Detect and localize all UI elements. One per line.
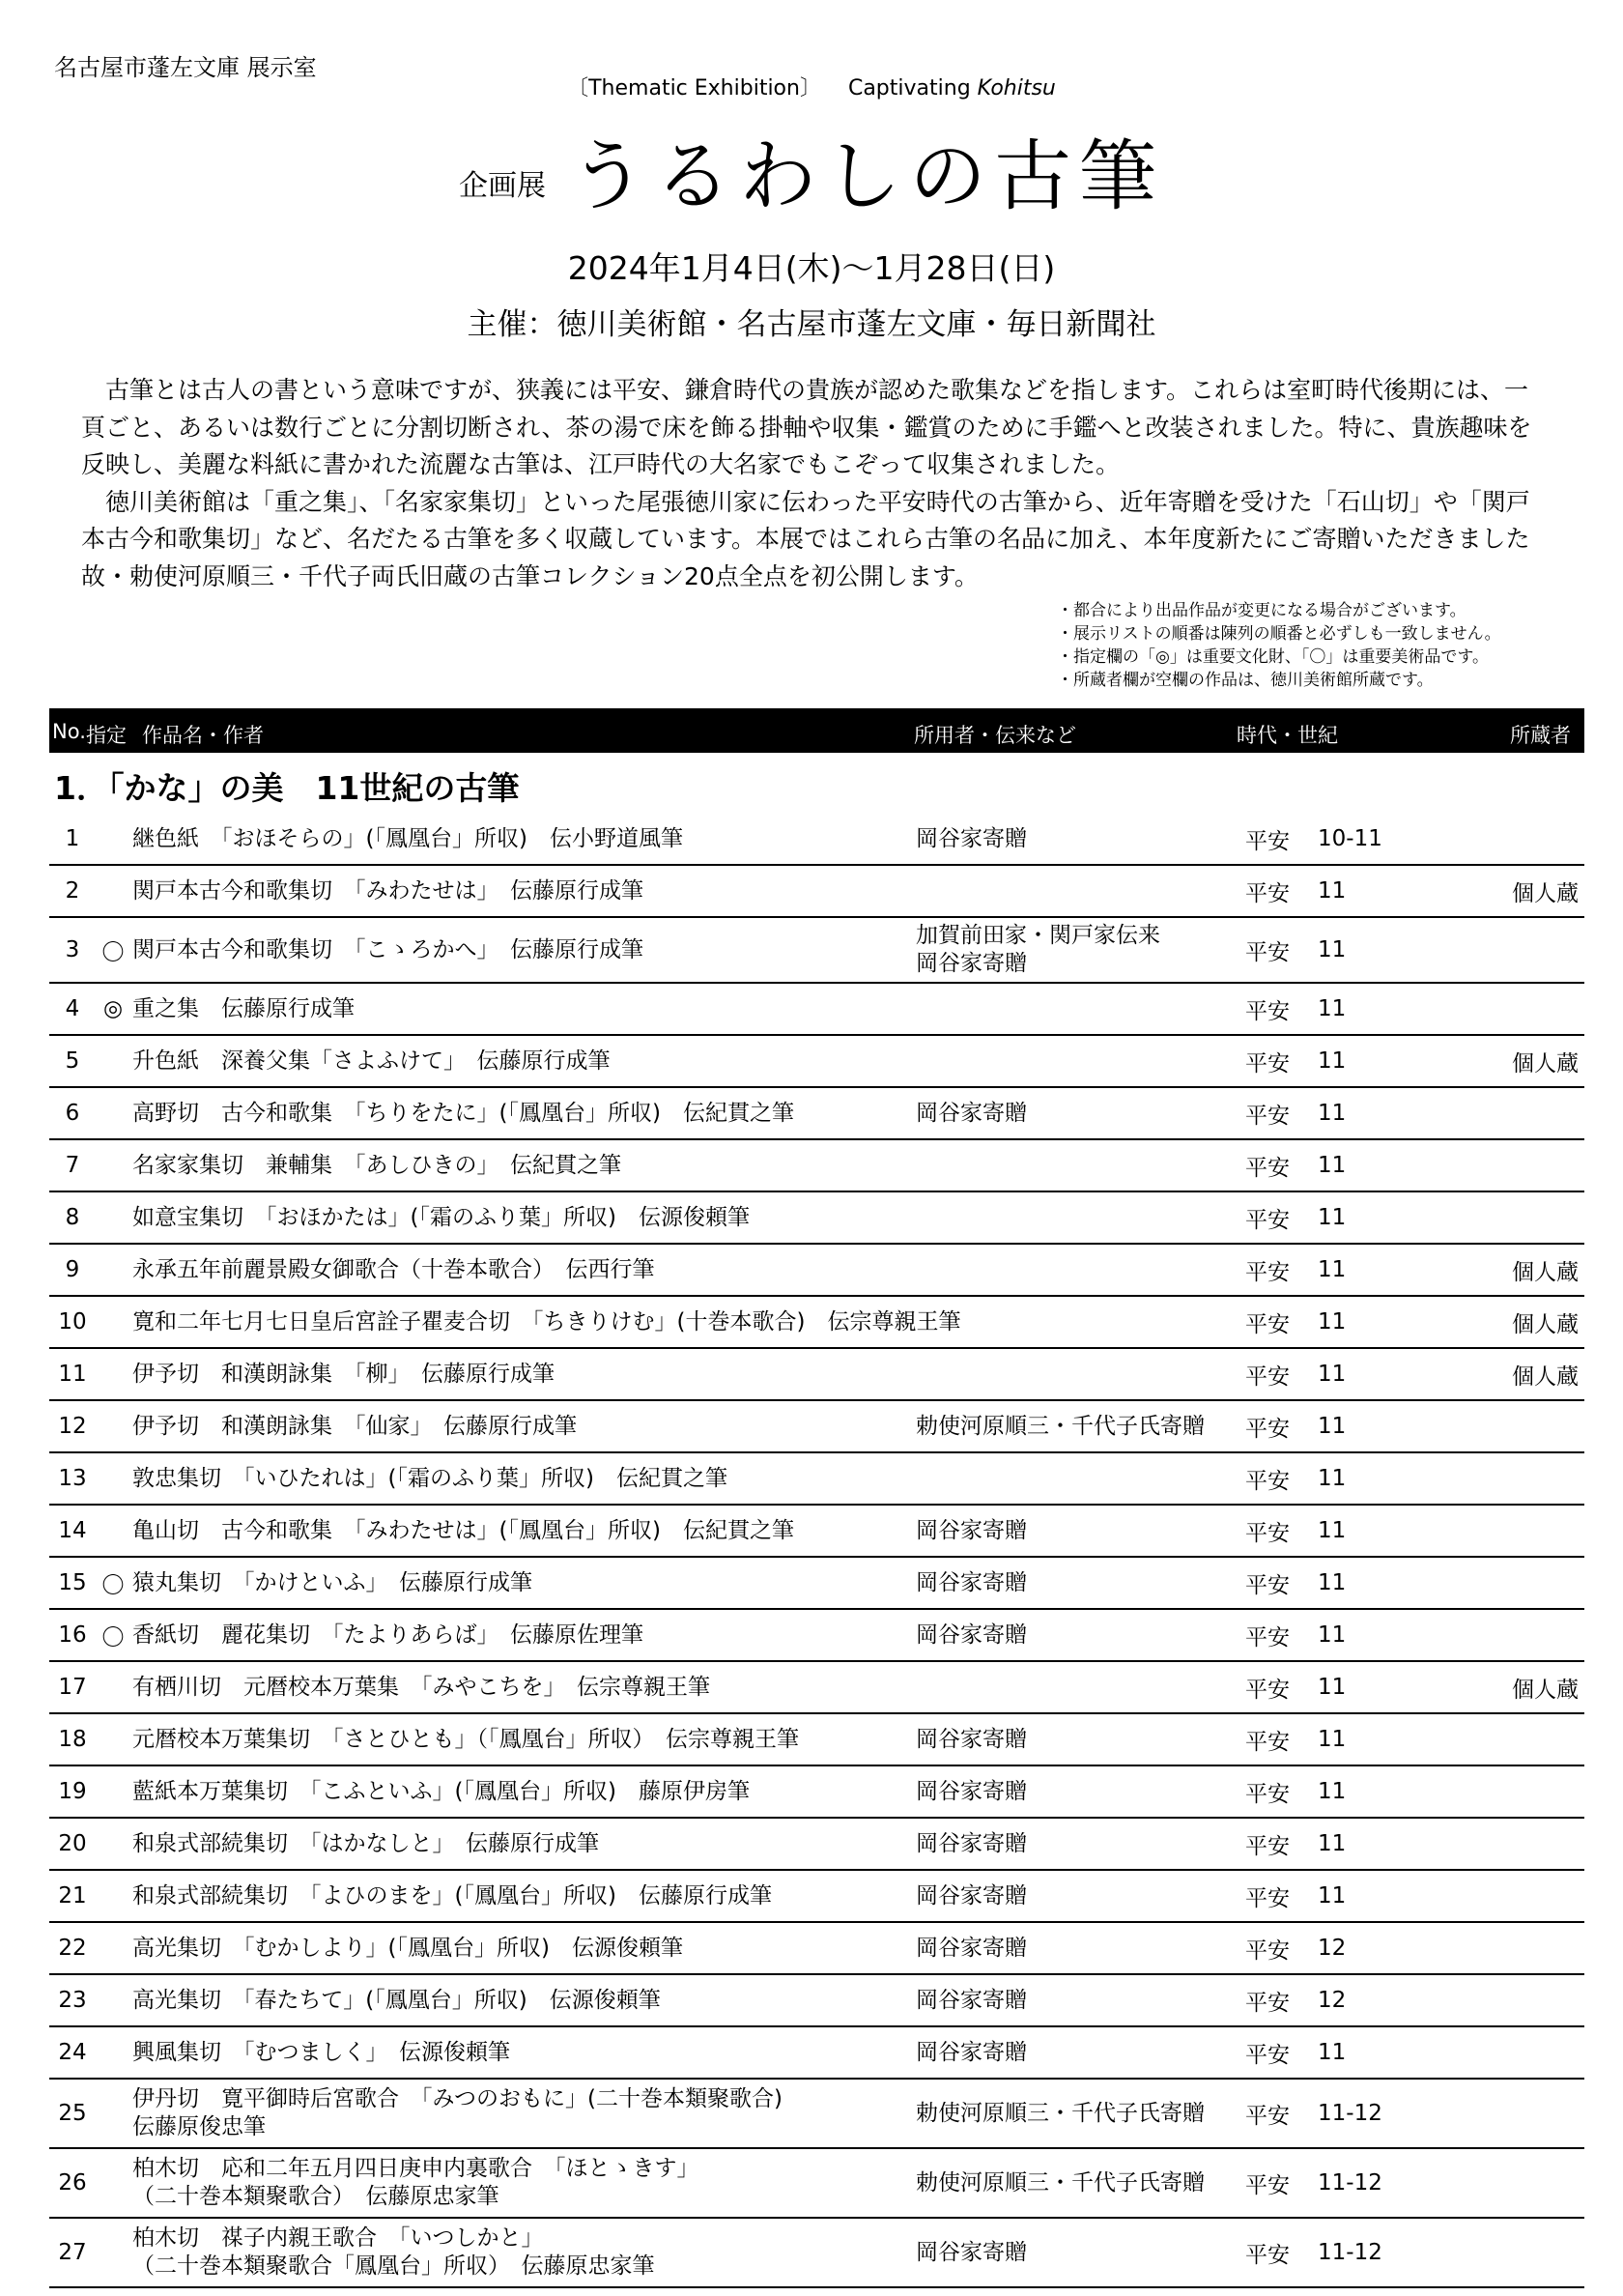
table-row [49, 1036, 1584, 1088]
owner: 個人蔵 [1512, 880, 1579, 906]
era: 平安 [1245, 1990, 1290, 2016]
row-number: 27 [58, 2240, 87, 2265]
century: 11 [1318, 1362, 1347, 1387]
table-row [49, 1819, 1584, 1871]
row-number: 26 [58, 2170, 87, 2196]
artwork-title: 藍紙本万葉集切 「こふといふ」(「鳳凰台」所収) 藤原伊房筆 [132, 1778, 750, 1804]
era: 平安 [1245, 828, 1290, 854]
exhibit-table [49, 814, 1584, 2288]
row-number: 18 [58, 1727, 87, 1752]
row-number: 12 [58, 1414, 87, 1439]
provenance: 岡谷家寄贈 [916, 1517, 1027, 1543]
provenance: 岡谷家寄贈 [916, 1569, 1027, 1595]
header-provenance: 所用者・伝来など [914, 724, 1076, 747]
century: 11-12 [1318, 2170, 1382, 2196]
row-number: 25 [58, 2101, 87, 2126]
era: 平安 [1245, 1833, 1290, 1859]
header-designation: 指定 [86, 724, 127, 747]
century: 12 [1318, 1936, 1347, 1961]
era: 平安 [1245, 1520, 1290, 1546]
table-row [49, 1662, 1584, 1714]
owner [1463, 2149, 1579, 2217]
provenance: 岡谷家寄贈 [916, 1100, 1027, 1126]
table-row [49, 918, 1584, 984]
provenance [916, 1453, 1235, 1504]
designation-mark [94, 1453, 132, 1504]
table-row [49, 1349, 1584, 1401]
provenance: 岡谷家寄贈 [916, 1778, 1027, 1804]
exhibition-dates: 2024年1月4日(木)～1月28日(日) [567, 249, 1056, 287]
era: 平安 [1245, 1103, 1290, 1129]
provenance: 岡谷家寄贈 [916, 1726, 1027, 1752]
provenance: 岡谷家寄贈 [916, 2239, 1027, 2265]
owner: 個人蔵 [1512, 1050, 1579, 1076]
provenance [916, 1036, 1235, 1086]
era: 平安 [1245, 880, 1290, 906]
designation-mark [94, 1192, 132, 1243]
designation-mark [94, 1871, 132, 1921]
designation-mark [94, 1714, 132, 1765]
owner [1463, 1766, 1579, 1817]
century: 11 [1318, 1831, 1347, 1856]
subtitle-bracket: 〔Thematic Exhibition〕 [567, 76, 821, 100]
designation-mark [94, 1975, 132, 2025]
row-number: 20 [58, 1831, 87, 1856]
row-number: 9 [65, 1257, 80, 1282]
century: 11 [1318, 996, 1347, 1021]
row-number: 15 [58, 1570, 87, 1595]
table-row [49, 866, 1584, 918]
era: 平安 [1245, 2242, 1290, 2268]
artwork-title: 如意宝集切 「おほかたは」(「霜のふり葉」所収) 伝源俊頼筆 [132, 1204, 750, 1230]
designation-mark [94, 1766, 132, 1817]
subtitle-text: Captivating [847, 76, 971, 100]
artwork-title: 敦忠集切 「いひたれは」(「霜のふり葉」所収) 伝紀貫之筆 [132, 1465, 727, 1491]
artwork-title: 伊予切 和漢朗詠集 「柳」 伝藤原行成筆 [132, 1361, 555, 1387]
century: 11 [1318, 1883, 1347, 1909]
century: 11 [1318, 1205, 1347, 1230]
table-row [49, 1923, 1584, 1975]
owner [1463, 1975, 1579, 2025]
artwork-title: 伊丹切 寛平御時后宮歌合 「みつのおもに」(二十巻本類聚歌合) 伝藤原俊忠筆 [132, 2086, 783, 2139]
row-number: 21 [58, 1883, 87, 1909]
era: 平安 [1245, 1729, 1290, 1755]
designation-mark [94, 1088, 132, 1138]
title-prefix: 企画展 [459, 169, 546, 203]
section-heading: 1．「かな」の美 11世紀の古筆 [54, 769, 520, 807]
century: 11 [1318, 1518, 1347, 1543]
designation-mark [94, 1401, 132, 1451]
owner [1463, 1506, 1579, 1556]
row-number: 19 [58, 1779, 87, 1804]
century: 11 [1318, 1153, 1347, 1178]
artwork-title: 柏木切 禖子内親王歌合 「いつしかと」 （二十巻本類聚歌合「鳳凰台」所収） 伝藤原忠家筆 [132, 2225, 655, 2279]
era: 平安 [1245, 1155, 1290, 1181]
provenance [916, 1297, 1235, 1347]
era: 平安 [1245, 1259, 1290, 1285]
designation-mark: 〇 [101, 1624, 125, 1650]
row-number: 2 [65, 878, 80, 904]
artwork-title: 亀山切 古今和歌集 「みわたせは」(「鳳凰台」所収) 伝紀貫之筆 [132, 1517, 794, 1543]
designation-mark [94, 1297, 132, 1347]
artwork-title: 香紙切 麗花集切 「たよりあらば」 伝藤原佐理筆 [132, 1622, 643, 1648]
artwork-title: 関戸本古今和歌集切 「みわたせは」 伝藤原行成筆 [132, 877, 643, 904]
header-owner: 所蔵者 [1510, 724, 1571, 747]
row-number: 6 [65, 1101, 80, 1126]
owner [1463, 1558, 1579, 1608]
century: 11 [1318, 1048, 1347, 1074]
designation-mark [94, 866, 132, 916]
row-number: 16 [58, 1622, 87, 1648]
era: 平安 [1245, 998, 1290, 1024]
century: 11 [1318, 1309, 1347, 1335]
designation-mark [94, 1245, 132, 1295]
designation-mark [94, 1662, 132, 1712]
designation-mark [94, 1506, 132, 1556]
provenance: 勅使河原順三・千代子氏寄贈 [916, 2100, 1205, 2126]
provenance: 岡谷家寄贈 [916, 1987, 1027, 2013]
era: 平安 [1245, 1416, 1290, 1442]
century: 11 [1318, 1675, 1347, 1700]
table-row [49, 1871, 1584, 1923]
designation-mark [94, 1036, 132, 1086]
table-header [49, 708, 1584, 753]
century: 11 [1318, 1101, 1347, 1126]
designation-mark [94, 2219, 132, 2286]
artwork-title: 高光集切 「むかしより」(「鳳凰台」所収) 伝源俊頼筆 [132, 1935, 683, 1961]
table-row [49, 1088, 1584, 1140]
table-row [49, 2027, 1584, 2080]
provenance: 岡谷家寄贈 [916, 1622, 1027, 1648]
owner: 個人蔵 [1512, 1311, 1579, 1337]
table-row [49, 1766, 1584, 1819]
table-row [49, 1453, 1584, 1506]
designation-mark [94, 1819, 132, 1869]
designation-mark: 〇 [101, 939, 125, 965]
century: 11 [1318, 937, 1347, 962]
venue-label: 名古屋市蓬左文庫 展示室 [54, 54, 317, 81]
era: 平安 [1245, 939, 1290, 965]
owner: 個人蔵 [1512, 1259, 1579, 1285]
table-row [49, 1506, 1584, 1558]
provenance [916, 1140, 1235, 1191]
artwork-title: 升色紙 深養父集「さよふけて」 伝藤原行成筆 [132, 1048, 611, 1074]
organizers: 主催：徳川美術館・名古屋市蓬左文庫・毎日新聞社 [467, 307, 1156, 342]
owner [1463, 1819, 1579, 1869]
century: 12 [1318, 1988, 1347, 2013]
designation-mark [94, 814, 132, 864]
row-number: 14 [58, 1518, 87, 1543]
provenance: 勅使河原順三・千代子氏寄贈 [916, 2169, 1205, 2196]
artwork-title: 寛和二年七月七日皇后宮詮子瞿麦合切 「ちきりけむ」(十巻本歌合) 伝宗尊親王筆 [132, 1308, 961, 1335]
row-number: 5 [65, 1048, 80, 1074]
provenance: 岡谷家寄贈 [916, 1882, 1027, 1909]
century: 11 [1318, 1622, 1347, 1648]
era: 平安 [1245, 1781, 1290, 1807]
intro-text [81, 372, 1540, 595]
provenance: 岡谷家寄贈 [916, 2039, 1027, 2065]
artwork-title: 名家家集切 兼輔集 「あしひきの」 伝紀貫之筆 [132, 1152, 621, 1178]
owner [1463, 1923, 1579, 1973]
artwork-title: 継色紙 「おほそらの」(「鳳凰台」所収) 伝小野道風筆 [132, 825, 683, 851]
artwork-title: 猿丸集切 「かけといふ」 伝藤原行成筆 [132, 1569, 532, 1595]
artwork-title: 有栖川切 元暦校本万葉集 「みやこちを」 伝宗尊親王筆 [132, 1674, 710, 1700]
century: 11 [1318, 878, 1347, 904]
designation-mark [94, 2149, 132, 2217]
era: 平安 [1245, 2042, 1290, 2068]
artwork-title: 和泉式部続集切 「よひのまを」(「鳳凰台」所収) 伝藤原行成筆 [132, 1882, 772, 1909]
provenance [916, 1349, 1235, 1399]
century: 11 [1318, 2040, 1347, 2065]
owner [1463, 2219, 1579, 2286]
table-row [49, 1610, 1584, 1662]
row-number: 4 [65, 996, 80, 1021]
table-row [49, 1192, 1584, 1245]
artwork-title: 元暦校本万葉集切 「さとひとも」（「鳳凰台」所収） 伝宗尊親王筆 [132, 1726, 799, 1752]
provenance: 岡谷家寄贈 [916, 1830, 1027, 1856]
owner [1463, 1871, 1579, 1921]
era: 平安 [1245, 2103, 1290, 2129]
provenance [916, 1192, 1235, 1243]
designation-mark [94, 2080, 132, 2147]
artwork-title: 興風集切 「むつましく」 伝源俊頼筆 [132, 2039, 510, 2065]
row-number: 8 [65, 1205, 80, 1230]
table-row [49, 1297, 1584, 1349]
owner [1463, 1088, 1579, 1138]
header-title: 作品名・作者 [142, 724, 264, 747]
row-number: 11 [58, 1362, 87, 1387]
table-row [49, 1714, 1584, 1766]
page-title: うるわしの古筆 [569, 131, 1164, 221]
table-row [49, 1558, 1584, 1610]
english-subtitle [0, 72, 1623, 101]
artwork-title: 関戸本古今和歌集切 「こゝろかへ」 伝藤原行成筆 [132, 936, 643, 962]
century: 11 [1318, 1727, 1347, 1752]
era: 平安 [1245, 1311, 1290, 1337]
provenance: 岡谷家寄贈 [916, 825, 1027, 851]
century: 11-12 [1318, 2240, 1382, 2265]
artwork-title: 伊予切 和漢朗詠集 「仙家」 伝藤原行成筆 [132, 1413, 577, 1439]
header-period: 時代・世紀 [1237, 724, 1338, 747]
designation-mark [94, 1923, 132, 1973]
century: 11-12 [1318, 2101, 1382, 2126]
owner [1463, 984, 1579, 1034]
owner [1463, 1453, 1579, 1504]
provenance [916, 866, 1235, 916]
table-row [49, 2080, 1584, 2149]
owner [1463, 918, 1579, 982]
header-no: No. [52, 720, 86, 743]
artwork-title: 高光集切 「春たちて」(「鳳凰台」所収) 伝源俊頼筆 [132, 1987, 661, 2013]
owner [1463, 1192, 1579, 1243]
provenance [916, 984, 1235, 1034]
owner [1463, 2027, 1579, 2078]
table-row [49, 1140, 1584, 1192]
designation-mark [94, 2027, 132, 2078]
row-number: 13 [58, 1466, 87, 1491]
era: 平安 [1245, 1207, 1290, 1233]
era: 平安 [1245, 1050, 1290, 1076]
century: 10-11 [1318, 826, 1382, 851]
owner [1463, 2080, 1579, 2147]
row-number: 24 [58, 2040, 87, 2065]
row-number: 3 [65, 937, 80, 962]
note-line: ・所蔵者欄が空欄の作品は、徳川美術館所蔵です。 [1057, 671, 1434, 690]
row-number: 22 [58, 1936, 87, 1961]
intro-paragraph: 徳川美術館は「重之集」、「名家家集切」といった尾張徳川家に伝わった平安時代の古筆から、近年寄贈を受けた「石山切」や「関戸本古今和歌集切」など、名だたる古筆を多く収蔵しています。本展ではこれら古筆の名品に加え、本年度新たにご寄贈いただきました故・勅使河原順三・千代子両氏旧蔵の古筆コレクション20点全点を初公開します。 [81, 487, 1530, 590]
row-number: 23 [58, 1988, 87, 2013]
row-number: 1 [65, 826, 80, 851]
row-number: 17 [58, 1675, 87, 1700]
table-row [49, 2219, 1584, 2288]
century: 11 [1318, 1257, 1347, 1282]
provenance [916, 1662, 1235, 1712]
provenance: 岡谷家寄贈 [916, 1935, 1027, 1961]
provenance: 勅使河原順三・千代子氏寄贈 [916, 1413, 1205, 1439]
subtitle-italic: Kohitsu [977, 76, 1056, 100]
designation-mark [94, 1349, 132, 1399]
era: 平安 [1245, 1572, 1290, 1598]
era: 平安 [1245, 1363, 1290, 1390]
note-line: ・都合により出品作品が変更になる場合がございます。 [1057, 601, 1466, 620]
century: 11 [1318, 1779, 1347, 1804]
provenance [916, 1245, 1235, 1295]
owner: 個人蔵 [1512, 1363, 1579, 1390]
notes [1057, 599, 1501, 692]
era: 平安 [1245, 2172, 1290, 2198]
artwork-title: 永承五年前麗景殿女御歌合（十巻本歌合） 伝西行筆 [132, 1256, 655, 1282]
title-row [0, 114, 1623, 220]
century: 11 [1318, 1570, 1347, 1595]
artwork-title: 柏木切 応和二年五月四日庚申内裏歌合 「ほとゝきす」 （二十巻本類聚歌合） 伝藤原忠家筆 [132, 2156, 699, 2209]
century: 11 [1318, 1414, 1347, 1439]
owner [1463, 814, 1579, 864]
table-row [49, 2149, 1584, 2219]
century: 11 [1318, 1466, 1347, 1491]
table-row [49, 1401, 1584, 1453]
intro-paragraph: 古筆とは古人の書という意味ですが、狭義には平安、鎌倉時代の貴族が認めた歌集などを指します。これらは室町時代後期には、一頁ごと、あるいは数行ごとに分割切断され、茶の湯で床を飾る掛軸や収集・鑑賞のために手鑑へと改装されました。特に、貴族趣味を反映し、美麗な料紙に書かれた流麗な古筆は、江戸時代の大名家でもこぞって収集されました。 [81, 376, 1532, 478]
era: 平安 [1245, 1624, 1290, 1650]
table-row [49, 814, 1584, 866]
owner [1463, 1610, 1579, 1660]
artwork-title: 重之集 伝藤原行成筆 [132, 995, 355, 1021]
owner [1463, 1714, 1579, 1765]
era: 平安 [1245, 1677, 1290, 1703]
owner [1463, 1401, 1579, 1451]
row-number: 7 [65, 1153, 80, 1178]
era: 平安 [1245, 1937, 1290, 1964]
era: 平安 [1245, 1885, 1290, 1911]
provenance: 加賀前田家・関戸家伝来 岡谷家寄贈 [916, 923, 1160, 976]
artwork-title: 高野切 古今和歌集 「ちりをたに」(「鳳凰台」所収) 伝紀貫之筆 [132, 1100, 794, 1126]
designation-mark: 〇 [101, 1572, 125, 1598]
designation-mark [94, 1140, 132, 1191]
designation-mark: ◎ [102, 996, 124, 1021]
note-line: ・指定欄の「◎」は重要文化財、「〇」は重要美術品です。 [1057, 647, 1489, 667]
owner [1463, 1140, 1579, 1191]
table-row [49, 1975, 1584, 2027]
owner: 個人蔵 [1512, 1677, 1579, 1703]
era: 平安 [1245, 1468, 1290, 1494]
row-number: 10 [58, 1309, 87, 1335]
artwork-title: 和泉式部続集切 「はかなしと」 伝藤原行成筆 [132, 1830, 599, 1856]
table-row [49, 1245, 1584, 1297]
table-row [49, 984, 1584, 1036]
note-line: ・展示リストの順番は陳列の順番と必ずしも一致しません。 [1057, 624, 1501, 644]
